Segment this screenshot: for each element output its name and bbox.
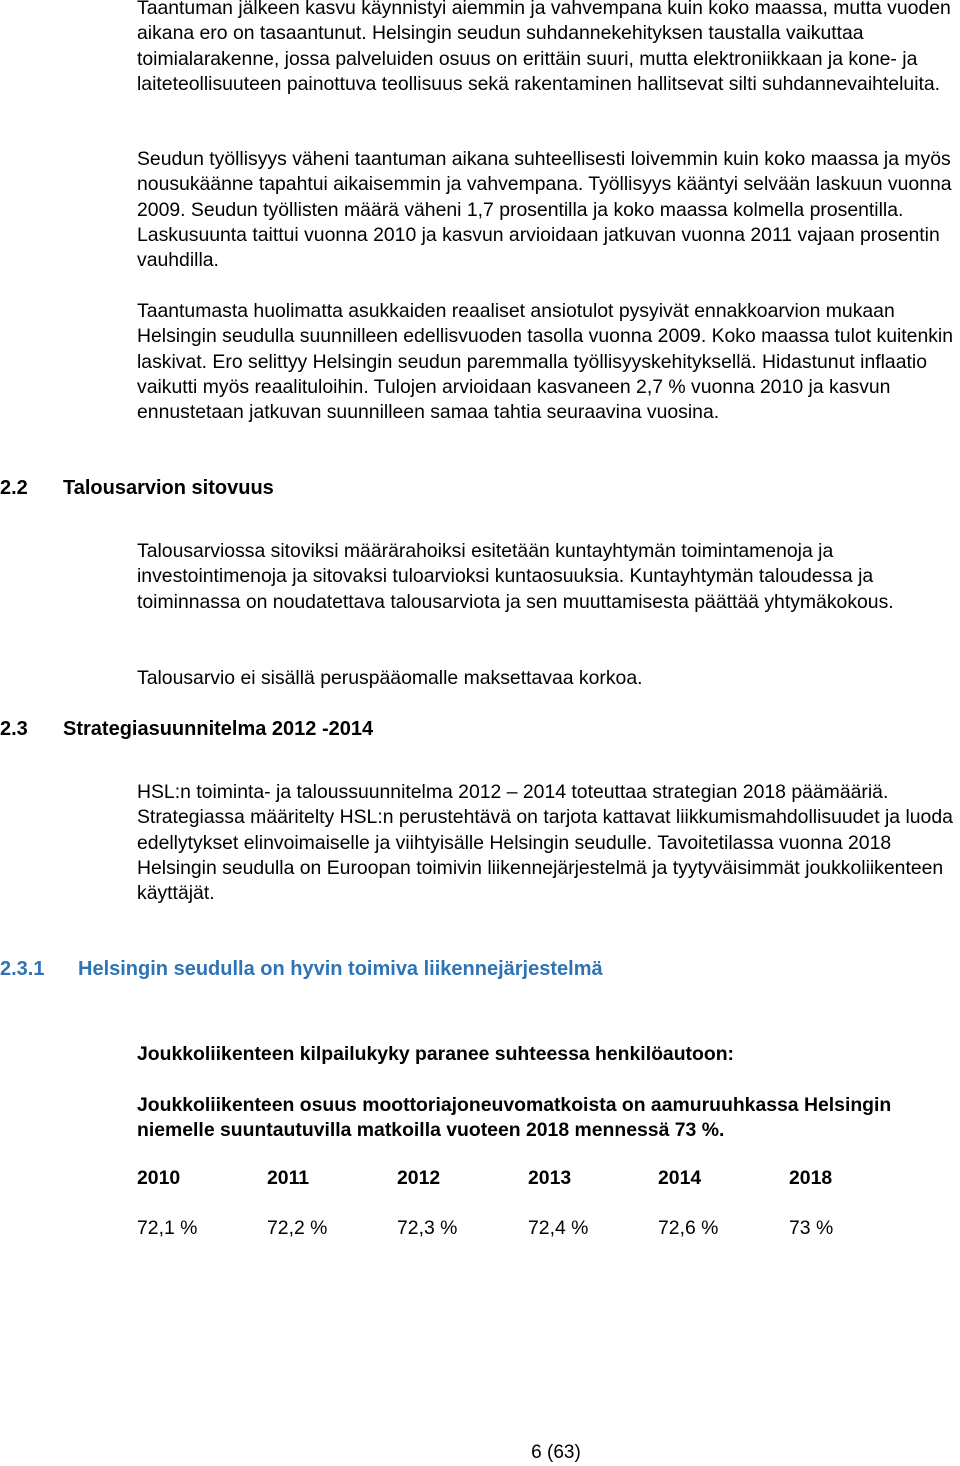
target-value: 73 % xyxy=(789,1217,834,1239)
paragraph-income: Taantumasta huolimatta asukkaiden reaaliset ansiotulot pysyivät ennakkoarvion mukaan Helsingin seudulla suunnilleen edellisvuoden tasolla vuonna 2009. Koko maassa tulot kuitenkin laskivat. Ero selittyy Helsingin seudun paremmalla työllisyyskehityksellä. Hidastunut inflaatio vaikutti myös reaalituloihin. Tulojen arvioidaan kasvaneen 2,7 % vuonna 2010 ja kasvun ennustetaan jatkuvan suunnilleen samaa tahtia seuraavina vuosina. xyxy=(137,300,954,424)
heading-2-3-1-title: Helsingin seudulla on hyvin toimiva liikennejärjestelmä xyxy=(78,958,603,980)
target-value: 72,6 % xyxy=(658,1217,719,1239)
target-value: 72,1 % xyxy=(137,1217,198,1239)
page-number: 6 (63) xyxy=(531,1442,581,1463)
paragraph-budget-binding: Talousarviossa sitoviksi määrärahoiksi esitetään kuntayhtymän toimintamenoja ja investointimenoja ja sitovaksi tuloarvioksi kuntaosuuksia. Kuntayhtymän taloudessa ja toiminnassa on noudatettava talousarviota ja sen muuttamisesta päättää yhtymäkokous. xyxy=(137,540,894,613)
goal-heading: Joukkoliikenteen kilpailukyky paranee suhteessa henkilöautoon: xyxy=(137,1043,735,1065)
target-value: 72,2 % xyxy=(267,1217,328,1239)
heading-2-2-title: Talousarvion sitovuus xyxy=(63,477,274,499)
paragraph-strategy: HSL:n toiminta- ja taloussuunnitelma 2012 – 2014 toteuttaa strategian 2018 päämääriä. Strategiassa määritelty HSL:n perustehtävä on tarjota kattavat liikkumismahdollisuudet ja luoda edellytykset elinvoimaiselle ja viihtyisälle Helsingin seudulle. Tavoitetilassa vuonna 2018 Helsingin seudulla on Euroopan toimivin liikennejärjestelmä ja tyytyväisimmät joukkoliikenteen käyttäjät. xyxy=(137,781,953,905)
paragraph-economic-recovery: Taantuman jälkeen kasvu käynnistyi aiemmin ja vahvempana kuin koko maassa, mutta vuoden aikana ero on tasaantunut. Helsingin seudun suhdannekehityksen taustalla vaikuttaa toimialarakenne, jossa palveluiden osuus on erittäin suuri, mutta elektroniikkaan ja kone- ja laiteteollisuuteen painottuva teollisuus sekä rakentaminen hallitsevat silti suhdannevaihteluita. xyxy=(137,0,951,95)
target-value: 72,4 % xyxy=(528,1217,589,1239)
heading-2-2 xyxy=(0,475,274,501)
target-year: 2010 xyxy=(137,1167,181,1189)
goal-statement: Joukkoliikenteen osuus moottoriajoneuvomatkoista on aamuruuhkassa Helsingin niemelle suuntautuvilla matkoilla vuoteen 2018 mennessä 73 %. xyxy=(137,1094,892,1142)
target-year: 2013 xyxy=(528,1167,572,1189)
target-year: 2011 xyxy=(267,1167,310,1189)
paragraph-no-interest: Talousarvio ei sisällä peruspääomalle maksettavaa korkoa. xyxy=(137,667,643,689)
heading-2-3-1 xyxy=(0,956,603,982)
heading-2-2-number: 2.2 xyxy=(0,477,28,499)
target-year: 2014 xyxy=(658,1167,702,1189)
heading-2-3-number: 2.3 xyxy=(0,718,28,740)
paragraph-employment: Seudun työllisyys väheni taantuman aikana suhteellisesti loivemmin kuin koko maassa ja myös nousukäänne tapahtui aikaisemmin ja vahvempana. Työllisyys kääntyi selvään laskuun vuonna 2009. Seudun työllisten määrä väheni 1,7 prosentilla ja koko maassa kolmella prosentilla. Laskusuunta taittui vuonna 2010 ja kasvun arvioidaan jatkuvan vuonna 2011 vajaan prosentin vauhdilla. xyxy=(137,148,952,272)
target-year: 2012 xyxy=(397,1167,441,1189)
target-year: 2018 xyxy=(789,1167,833,1189)
target-value: 72,3 % xyxy=(397,1217,458,1239)
heading-2-3-1-number: 2.3.1 xyxy=(0,958,45,980)
heading-2-3-title: Strategiasuunnitelma 2012 -2014 xyxy=(63,718,374,740)
heading-2-3 xyxy=(0,716,373,742)
